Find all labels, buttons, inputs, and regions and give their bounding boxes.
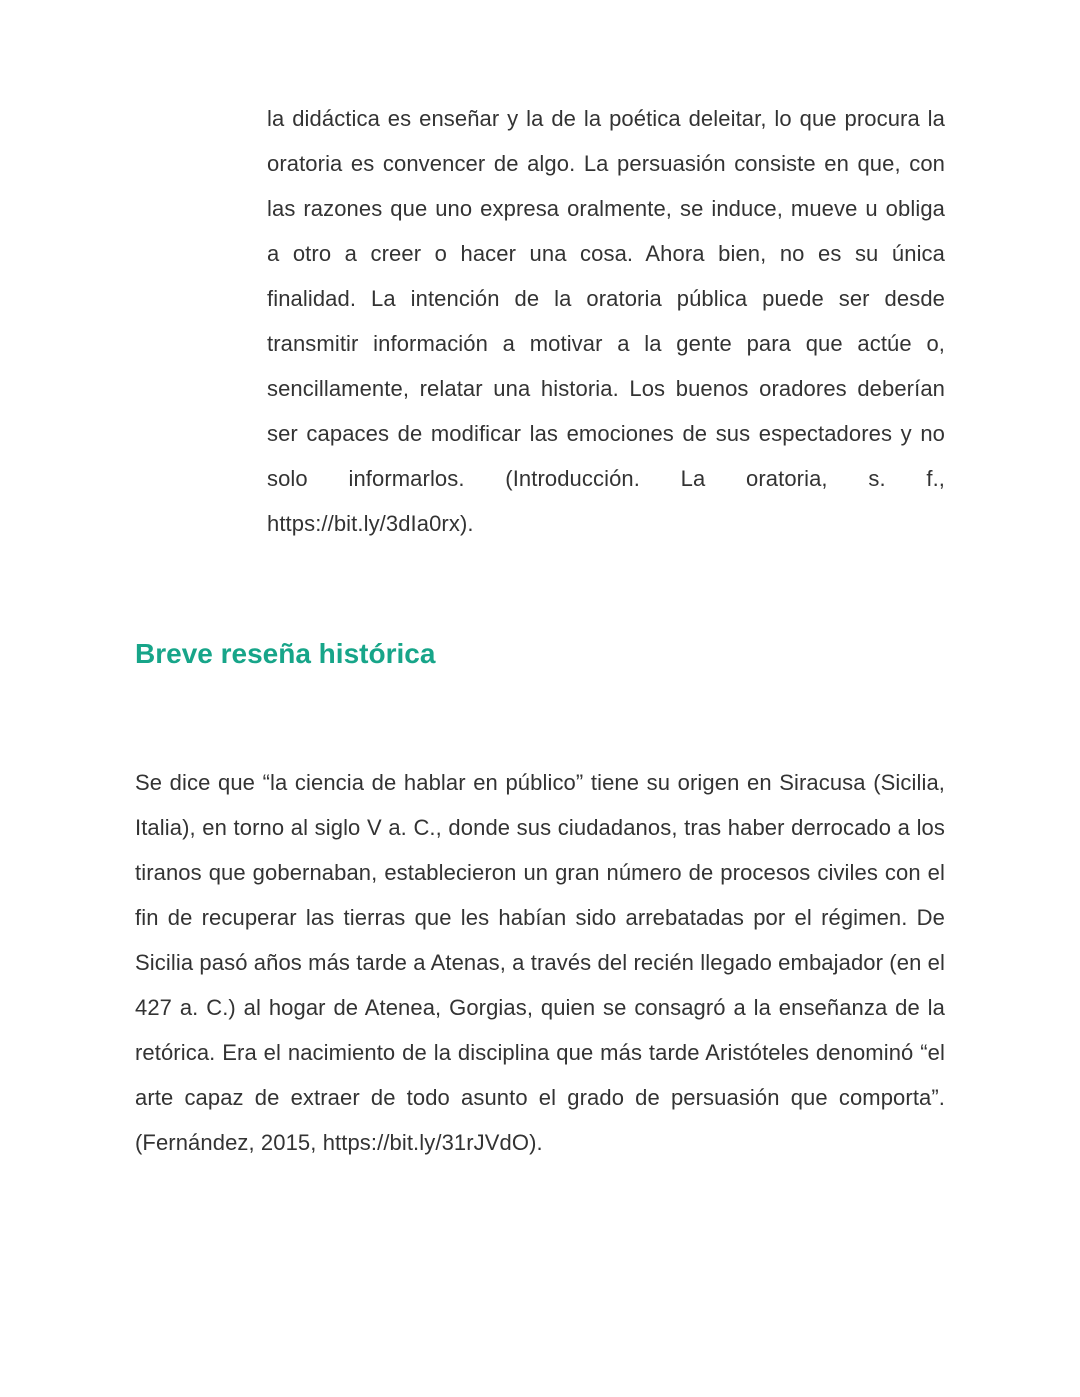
body-section — [135, 760, 945, 1165]
section-heading: Breve reseña histórica — [135, 638, 436, 669]
quote-paragraph: la didáctica es enseñar y la de la poética deleitar, lo que procura la oratoria es convencer de algo. La persuasión consiste en que, con las razones que uno expresa oralmente, se induce, mueve u obliga a otro a creer o hacer una cosa. Ahora bien, no es su única finalidad. La intención de la oratoria pública puede ser desde transmitir información a motivar a la gente para que actúe o, sencillamente, relatar una historia. Los buenos oradores deberían ser capaces de modificar las emociones de sus espectadores y no solo informarlos. (Introducción. La oratoria, s. f., https://bit.ly/3dIa0rx). — [267, 106, 945, 536]
body-paragraph: Se dice que “la ciencia de hablar en público” tiene su origen en Siracusa (Sicilia, Italia), en torno al siglo V a. C., donde sus ciudadanos, tras haber derrocado a los tiranos que gobernaban, establecieron un gran número de procesos civiles con el fin de recuperar las tierras que les habían sido arrebatadas por el régimen. De Sicilia pasó años más tarde a Atenas, a través del recién llegado embajador (en el 427 a. C.) al hogar de Atenea, Gorgias, quien se consagró a la enseñanza de la retórica. Era el nacimiento de la disciplina que más tarde Aristóteles denominó “el arte capaz de extraer de todo asunto el grado de persuasión que comporta”. (Fernández, 2015, https://bit.ly/31rJVdO). — [135, 770, 945, 1155]
block-quote — [267, 96, 945, 546]
